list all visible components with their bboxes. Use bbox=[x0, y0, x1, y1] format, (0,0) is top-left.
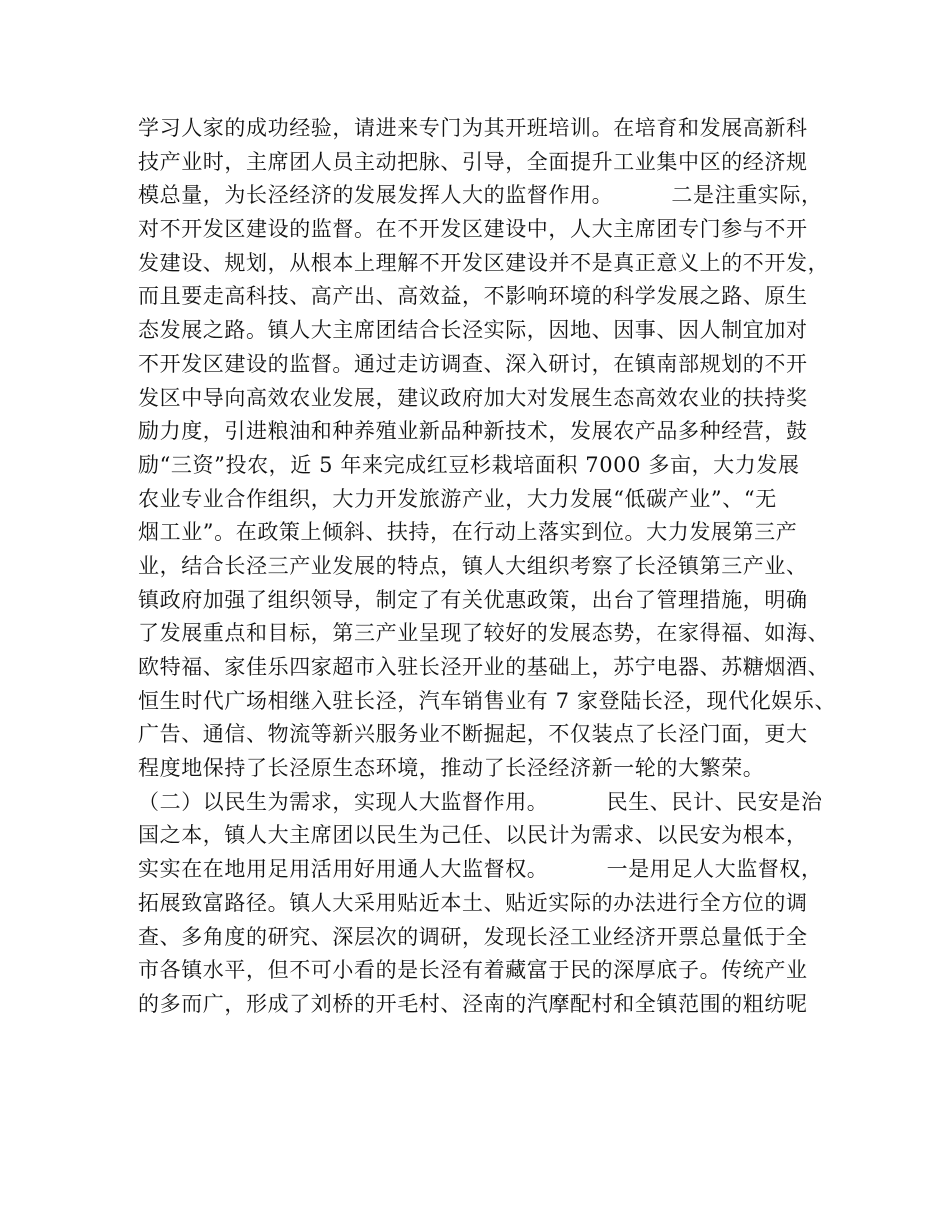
text-line-19: 广告、通信、物流等新兴服务业不断掘起，不仅装点了长泾门面，更大 bbox=[138, 722, 808, 747]
text-line-23: 实实在在地用足用活用好用通人大监督权。 一是用足人大监督权， bbox=[138, 857, 823, 882]
text-line-8: 不开发区建设的监督。通过走访调查、深入研讨，在镇南部规划的不开 bbox=[138, 351, 808, 376]
text-line-20: 程度地保持了长泾原生态环境，推动了长泾经济新一轮的大繁荣。 bbox=[138, 756, 765, 781]
text-line-6: 而且要走高科技、高产出、高效益，不影响环境的科学发展之路、原生 bbox=[138, 284, 808, 309]
text-line-9: 发区中导向高效农业发展，建议政府加大对发展生态高效农业的扶持奖 bbox=[138, 385, 808, 410]
text-line-12: 农业专业合作组织，大力开发旅游产业，大力发展“低碳产业”、“无 bbox=[138, 486, 777, 511]
text-line-26: 市各镇水平，但不可小看的是长泾有着藏富于民的深厚底子。传统产业 bbox=[138, 958, 808, 983]
text-line-21: （二）以民生为需求，实现人大监督作用。 民生、民计、民安是治 bbox=[138, 789, 823, 814]
text-line-10: 励力度，引进粮油和种养殖业新品种新技术，发展农产品多种经营，鼓 bbox=[138, 419, 808, 444]
text-line-4: 对不开发区建设的监督。在不开发区建设中，人大主席团专门参与不开 bbox=[138, 217, 808, 242]
text-line-1: 学习人家的成功经验，请进来专门为其开班培训。在培育和发展高新科 bbox=[138, 116, 808, 140]
text-line-25: 查、多角度的研究、深层次的调研，发现长泾工业经济开票总量低于全 bbox=[138, 924, 808, 949]
text-line-27: 的多而广，形成了刘桥的开毛村、泾南的汽摩配村和全镇范围的粗纺呢 bbox=[138, 991, 808, 1016]
text-line-2: 技产业时，主席团人员主动把脉、引导，全面提升工业集中区的经济规 bbox=[138, 149, 808, 174]
text-line-13: 烟工业”。在政策上倾斜、扶持，在行动上落实到位。大力发展第三产 bbox=[138, 520, 798, 545]
text-line-16: 了发展重点和目标，第三产业呈现了较好的发展态势，在家得福、如海、 bbox=[138, 621, 830, 646]
text-line-14: 业，结合长泾三产业发展的特点，镇人大组织考察了长泾镇第三产业、 bbox=[138, 553, 808, 578]
body-text bbox=[138, 112, 838, 1022]
text-line-5: 发建设、规划，从根本上理解不开发区建设并不是真正意义上的不开发， bbox=[138, 250, 830, 275]
text-line-11: 励“三资”投农，近 5 年来完成红豆杉栽培面积 7000 多亩，大力发展 bbox=[138, 452, 800, 477]
text-line-17: 欧特福、家佳乐四家超市入驻长泾开业的基础上，苏宁电器、苏糖烟酒、 bbox=[138, 655, 830, 679]
text-line-3: 模总量，为长泾经济的发展发挥人大的监督作用。 二是注重实际， bbox=[138, 183, 823, 208]
text-line-15: 镇政府加强了组织领导，制定了有关优惠政策，出台了管理措施，明确 bbox=[138, 587, 808, 612]
text-line-22: 国之本，镇人大主席团以民生为己任、以民计为需求、以民安为根本， bbox=[138, 823, 808, 848]
text-line-24: 拓展致富路径。镇人大采用贴近本土、贴近实际的办法进行全方位的调 bbox=[138, 890, 808, 915]
text-line-7: 态发展之路。镇人大主席团结合长泾实际，因地、因事、因人制宜加对 bbox=[138, 318, 808, 343]
text-line-18: 恒生时代广场相继入驻长泾，汽车销售业有 7 家登陆长泾，现代化娱乐、 bbox=[138, 688, 837, 713]
